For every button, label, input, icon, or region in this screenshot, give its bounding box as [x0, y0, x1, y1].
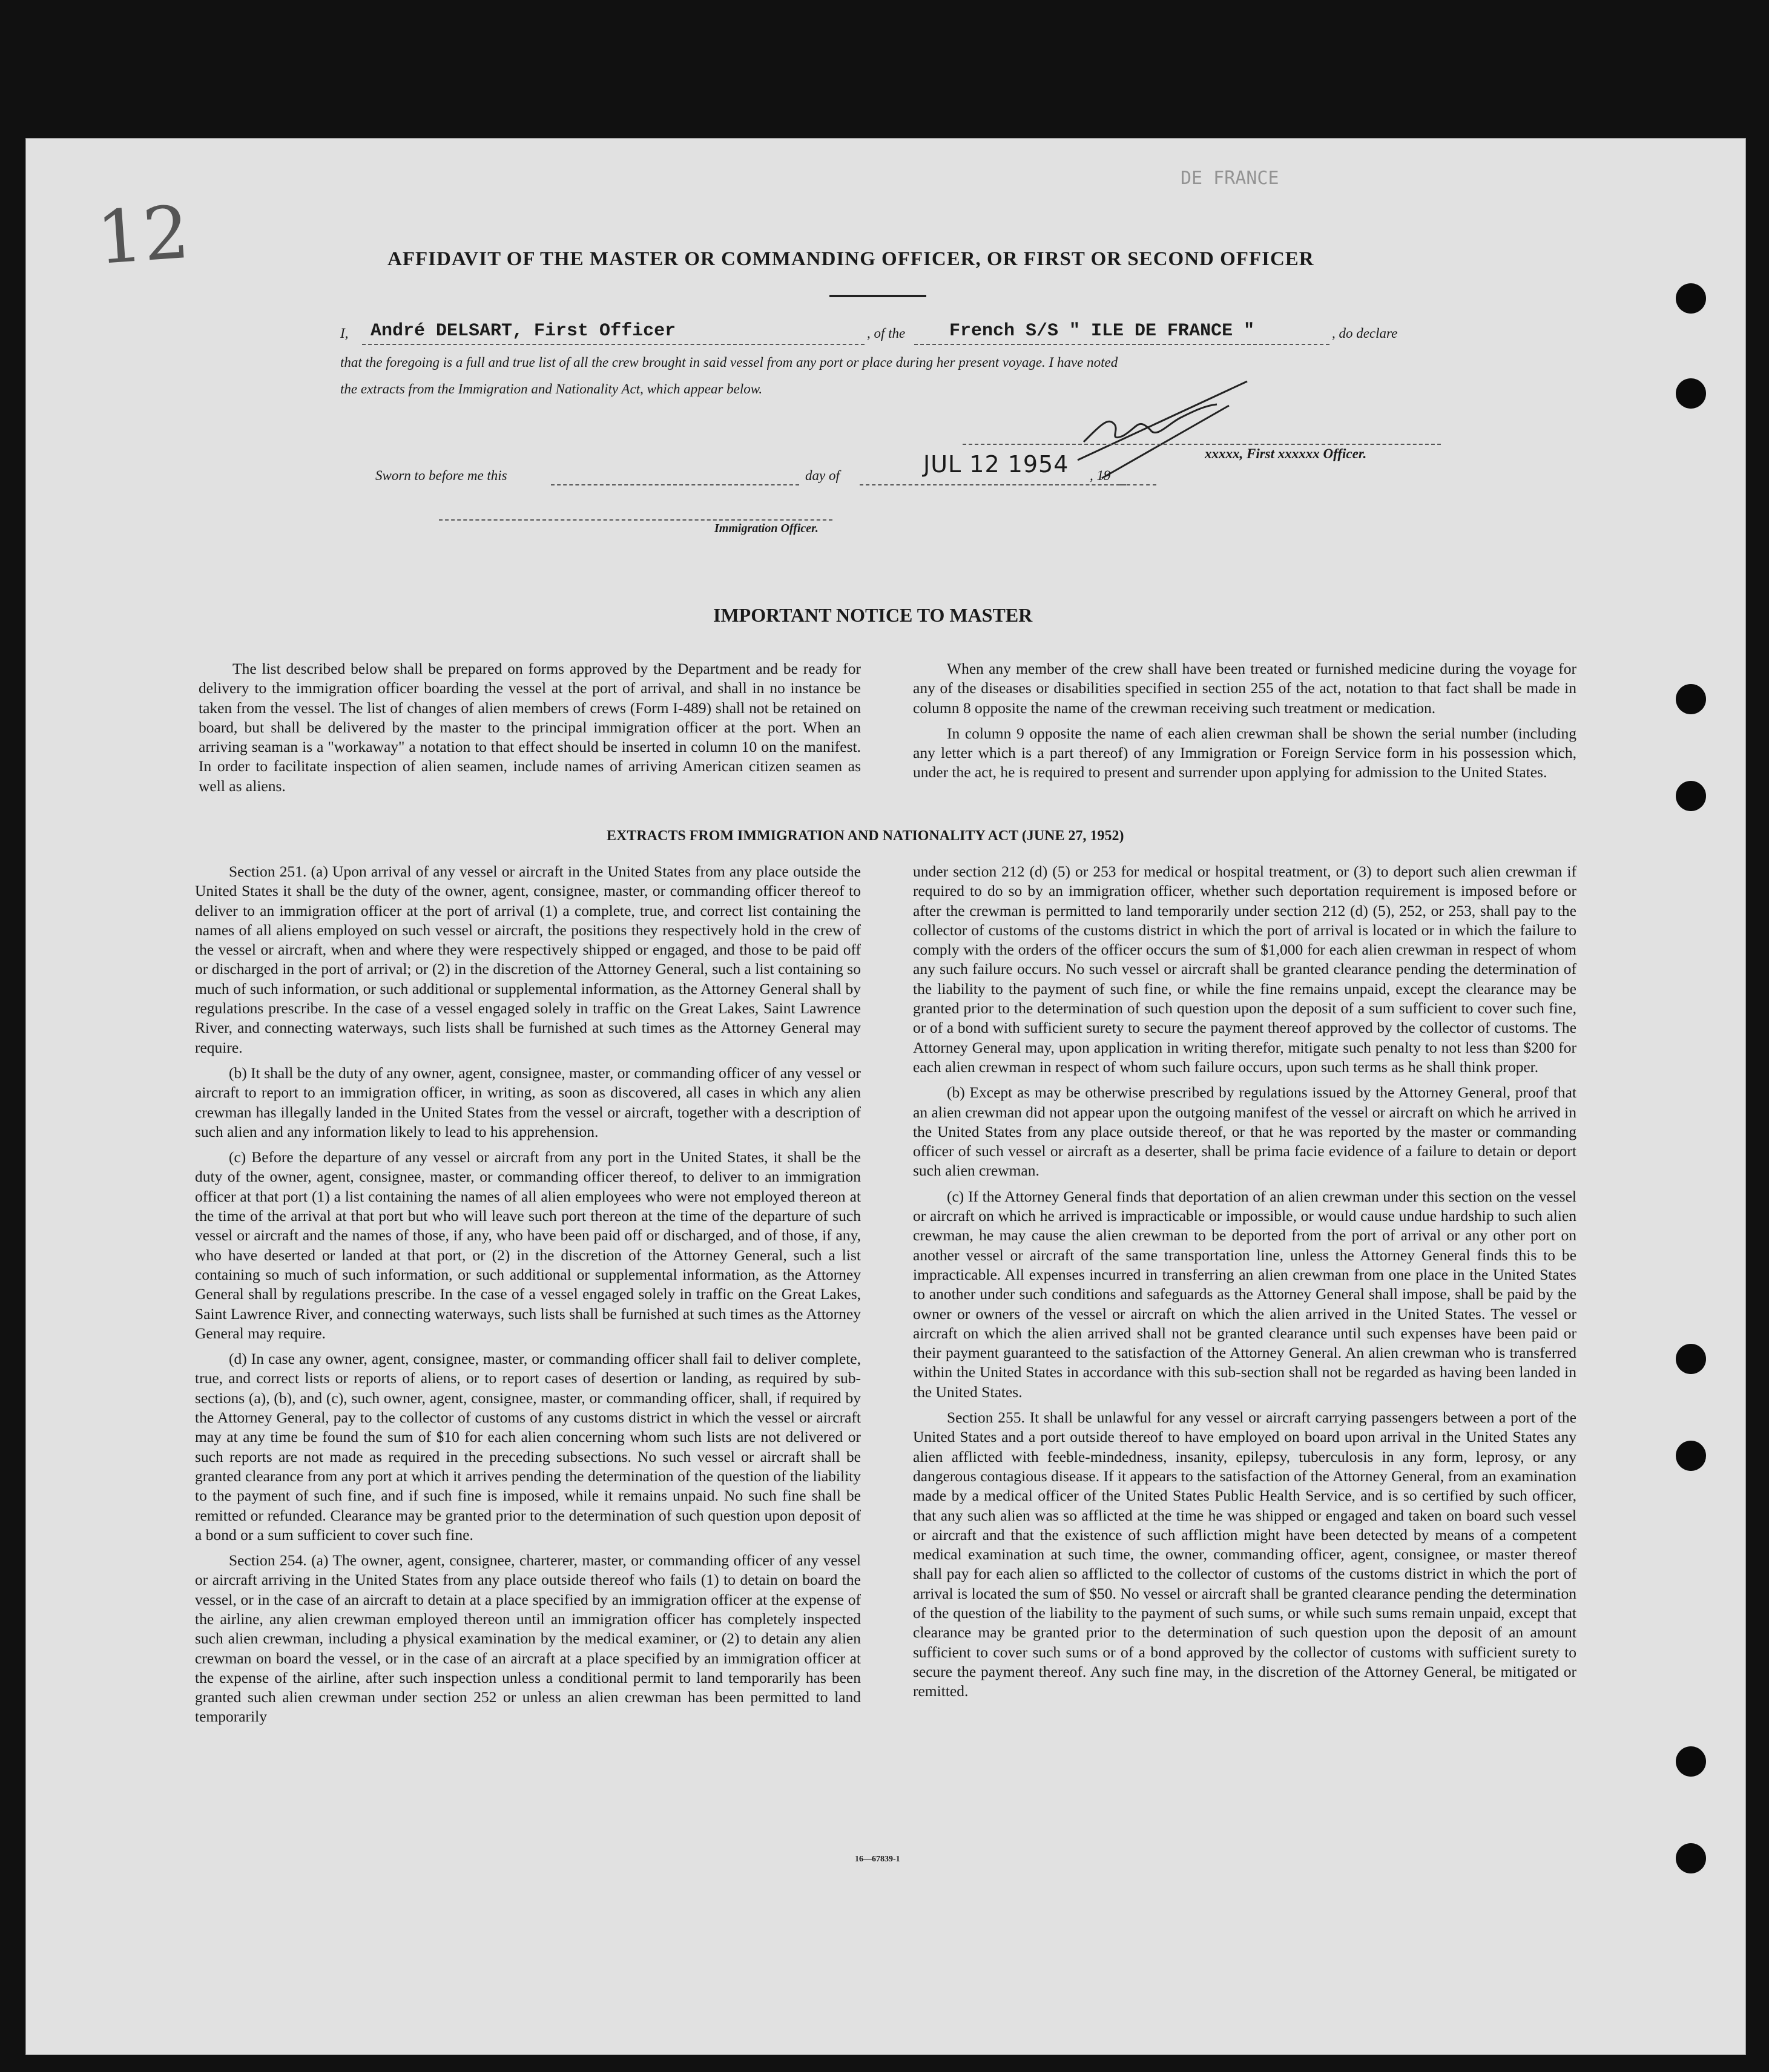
extracts-left-column — [195, 862, 861, 1733]
affidavit-title: AFFIDAVIT OF THE MASTER OR COMMANDING OFFICER, OR FIRST OR SECOND OFFICER — [387, 248, 1314, 270]
immigration-officer-caption: Immigration Officer. — [714, 522, 819, 535]
bleed-through-text: DE FRANCE — [1181, 168, 1279, 189]
signature-line — [963, 444, 1441, 445]
year-line — [1120, 484, 1156, 485]
punch-hole — [1676, 1843, 1706, 1873]
punch-hole — [1676, 684, 1706, 714]
punch-hole — [1676, 781, 1706, 811]
day-of-label: day of — [805, 468, 840, 483]
form-number: 16—67839-1 — [855, 1855, 900, 1864]
statute-paragraph: Section 255. It shall be unlawful for any vessel or aircraft carrying passengers between a port of the United States and a port outside thereof to have employed on board upon arrival in the United States any alien afflicted with feeble-mindedness, insanity, epilepsy, tuberculosis in any form, leprosy, or any dangerous contagious disease. If it appears to the satisfaction of the Attorney General, from an examination made by a medical officer of the United States Public Health Service, and is so certified by such officer, that any such alien was so afflicted at the time he was shipped or engaged and taken on board such vessel or aircraft and that the existence of such affliction might have been detected by means of a competent medical examination at such time, the owner, commanding officer, agent, consignee, or master thereof shall pay for each alien so afflicted to the collector of customs of the customs district in which the port of arrival is located the sum of $50. No vessel or aircraft shall be granted clearance pending the determination of the question of the liability to the payment of such sums, or while such sums remain unpaid, except that clearance may be granted prior to the determination of such question upon the deposit of an amount sufficient to cover such sums or of a bond approved by the collector of customs with sufficient surety to secure the payment thereof. Any such fine may, in the discretion of the Attorney General, be mitigated or remitted. — [913, 1409, 1576, 1700]
notice-paragraph: In column 9 opposite the name of each alien crewman shall be shown the serial number (including any letter which is a part thereof) of any Immigration or Foreign Service form in his possession which, under the act, he is required to present and surrender upon applying for admission to the United States. — [913, 724, 1576, 781]
name-line — [362, 344, 865, 345]
statute-paragraph: Section 254. (a) The owner, agent, consignee, charterer, master, or commanding officer of any vessel or aircraft arriving in the United States from any place outside thereof who fails (1) to detain on board the vessel, or in the case of an aircraft to detain at a place specified by an immigration officer at the expense of the airline, any alien crewman employed thereon until an immigration officer has completely inspected such alien crewman, including a physical examination by the medical examiner, or (2) to detain any alien crewman on board the vessel, or in the case of an aircraft at a place specified by an immigration officer at the expense of the airline, after such inspection unless a conditional permit to land temporarily has been granted such alien crewman under section 252 or unless an alien crewman has been permitted to land temporarily — [195, 1551, 861, 1726]
notice-heading: IMPORTANT NOTICE TO MASTER — [713, 604, 1033, 626]
vessel-line — [914, 344, 1329, 345]
notice-left-column — [199, 659, 861, 802]
punch-hole — [1676, 1344, 1706, 1374]
date-stamp: JUL 12 1954 — [923, 451, 1069, 478]
of-the-label: , of the — [867, 326, 906, 341]
month-line — [860, 484, 1126, 485]
title-divider — [829, 295, 926, 297]
punch-hole — [1676, 1746, 1706, 1777]
statute-paragraph: under section 212 (d) (5) or 253 for medical or hospital treatment, or (3) to deport such alien crewman if required to do so by an immigration officer, whether such deportation requirement is imposed before or after the crewman is permitted to land temporarily under section 212 (d) (5), 252, or 253, shall pay to the collector of customs of the customs district in which the port of arrival is located or in which the failure to comply with the orders of the officer occurs the sum of $1,000 for each alien crewman in respect of whom any such failure occurs. No such vessel or aircraft shall be granted clearance pending the determination of the liability to the payment of such fine, or while the fine remains unpaid, except the clearance may be granted prior to the determination of such question upon the deposit of a sum sufficient to cover such fine, or of a bond with sufficient surety to secure the payment thereof approved by the collector of customs. The Attorney General may, upon application in writing therefor, mitigate such penalty to not less than $200 for each alien crewman in respect of whom such failure occurs, upon such terms as he shall think proper. — [913, 863, 1576, 1076]
immigration-officer-line — [439, 519, 832, 521]
statute-paragraph: (b) Except as may be otherwise prescribed by regulations issued by the Attorney General, proof that an alien crewman did not appear upon the outgoing manifest of the vessel or aircraft on which he arrived in the United States from any place outside thereof, or that he was reported by the master or commanding officer of such vessel or aircraft as a deserter, shall be prima facie evidence of a failure to detain or deport such alien crewman. — [913, 1084, 1576, 1180]
signature-caption: xxxxx, First xxxxxx Officer. — [1205, 446, 1367, 461]
punch-hole — [1676, 1441, 1706, 1471]
statute-paragraph: (b) It shall be the duty of any owner, agent, consignee, master, or commanding officer of any vessel or aircraft to report to an immigration officer, in writing, as soon as discovered, all cases in which any alien crewman has illegally landed in the United States from the vessel or aircraft, together with a description of such alien and any information likely to lead to his apprehension. — [195, 1064, 861, 1140]
officer-name: André DELSART, First Officer — [371, 321, 676, 341]
vessel-name: French S/S " ILE DE FRANCE " — [949, 321, 1255, 341]
declaration-line-1: that the foregoing is a full and true list of all the crew brought in said vessel from any port or place during her present voyage. I have noted — [340, 355, 1118, 370]
page-number: 12 — [94, 190, 193, 281]
extracts-right-column — [913, 862, 1576, 1707]
statute-paragraph: Section 251. (a) Upon arrival of any vessel or aircraft in the United States from any place outside the United States it shall be the duty of the owner, agent, consignee, master, or commanding officer thereof to deliver to an immigration officer at the port of arrival (1) a complete, true, and correct list containing the names of all aliens employed on such vessel or aircraft, the positions they respectively hold in the crew of the vessel or aircraft, when and where they were respectively shipped or engaged, and those to be paid off or discharged in the port of arrival; or (2) in the discretion of the Attorney General, such a list containing so much of such information, or such additional or supplemental information, as the Attorney General shall by regulations prescribe. In the case of a vessel engaged solely in traffic on the Great Lakes, Saint Lawrence River, and connecting waterways, such lists shall be furnished at such times as the Attorney General may require. — [195, 863, 861, 1056]
sworn-day-line — [551, 484, 799, 485]
notice-paragraph: The list described below shall be prepared on forms approved by the Department and be ready for delivery to the immigration officer boarding the vessel at the port of arrival, and shall in no instance be taken from the vessel. The list of changes of alien members of crews (Form I-489) shall not be retained on board, but shall be delivered by the master to the principal immigration officer at the port. When an arriving seaman is a "workaway" a notation to that effect should be inserted in column 10 on the manifest. In order to facilitate inspection of alien seamen, include names of arriving American citizen seamen as well as aliens. — [199, 660, 861, 795]
statute-paragraph: (d) In case any owner, agent, consignee, master, or commanding officer shall fail to deliver complete, true, and correct lists or reports of aliens, or to report cases of desertion or landing, as required by sub-sections (a), (b), and (c), such owner, agent, consignee, master, or commanding officer, shall, if required by the Attorney General, pay to the collector of customs of any customs district in which the vessel or aircraft may at any time be found the sum of $10 for each alien concerning whom such lists are not delivered or such reports are not made as required in the preceding subsections. No such vessel or aircraft shall be granted clearance from any port at which it arrives pending the determination of the question of the liability to the payment of such fine, and if such fine is imposed, while it remains unpaid. No such fine shall be remitted or refunded. Clearance may be granted prior to the determination of such question upon deposit of a bond or a sum sufficient to cover such fine. — [195, 1350, 861, 1544]
notice-paragraph: When any member of the crew shall have been treated or furnished medicine during the voyage for any of the diseases or disabilities specified in section 255 of the act, notation to that fact shall be made in column 8 opposite the name of the crewman receiving such treatment or medication. — [913, 660, 1576, 717]
statute-paragraph: (c) Before the departure of any vessel or aircraft from any port in the United States, it shall be the duty of the owner, agent, consignee, master, or commanding officer thereof, to deliver to an immigration officer at that port (1) a list containing the names of all alien employees who were not employed thereon at the time of the arrival at that port but who will leave such port thereon at the time of the departure of such vessel or aircraft and the names of those, if any, who have been paid off or discharged, and of those, if any, who have deserted or landed at that port, or (2) in the discretion of the Attorney General, such a list containing so much of such information, or such additional or supplemental information, as the Attorney General shall by regulations prescribe. In the case of a vessel engaged solely in traffic on the Great Lakes, Saint Lawrence River, and connecting waterways, such lists shall be furnished at such times as the Attorney General may require. — [195, 1148, 861, 1342]
declaration-line-2: the extracts from the Immigration and Nationality Act, which appear below. — [340, 381, 763, 396]
do-declare-label: , do declare — [1332, 326, 1398, 341]
punch-hole — [1676, 378, 1706, 409]
sworn-label: Sworn to before me this — [375, 468, 507, 483]
year-prefix: , 19 — [1090, 468, 1111, 483]
statute-paragraph: (c) If the Attorney General finds that deportation of an alien crewman under this section on the vessel or aircraft on which he arrived is impracticable or impossible, or would cause undue hardship to such alien crewman, he may cause the alien crewman to be deported from the port of arrival or any other port on another vessel or aircraft of the same transportation line, unless the Attorney General finds this to be impracticable. All expenses incurred in transferring an alien crewman from one place in the United States to another under such conditions and safeguards as the Attorney General shall impose, shall be paid by the owner or owners of the vessel or aircraft on which the alien arrived in the United States. The vessel or aircraft on which the alien arrived shall not be granted clearance until such expenses have been paid or their payment guaranteed to the satisfaction of the Attorney General. An alien crewman who is transferred within the United States in accordance with this sub-section shall not be regarded as having been landed in the United States. — [913, 1187, 1576, 1401]
notice-right-column — [913, 659, 1576, 789]
extracts-heading: EXTRACTS FROM IMMIGRATION AND NATIONALITY ACT (JUNE 27, 1952) — [607, 828, 1124, 844]
declarant-prefix: I, — [340, 326, 349, 341]
punch-hole — [1676, 283, 1706, 314]
